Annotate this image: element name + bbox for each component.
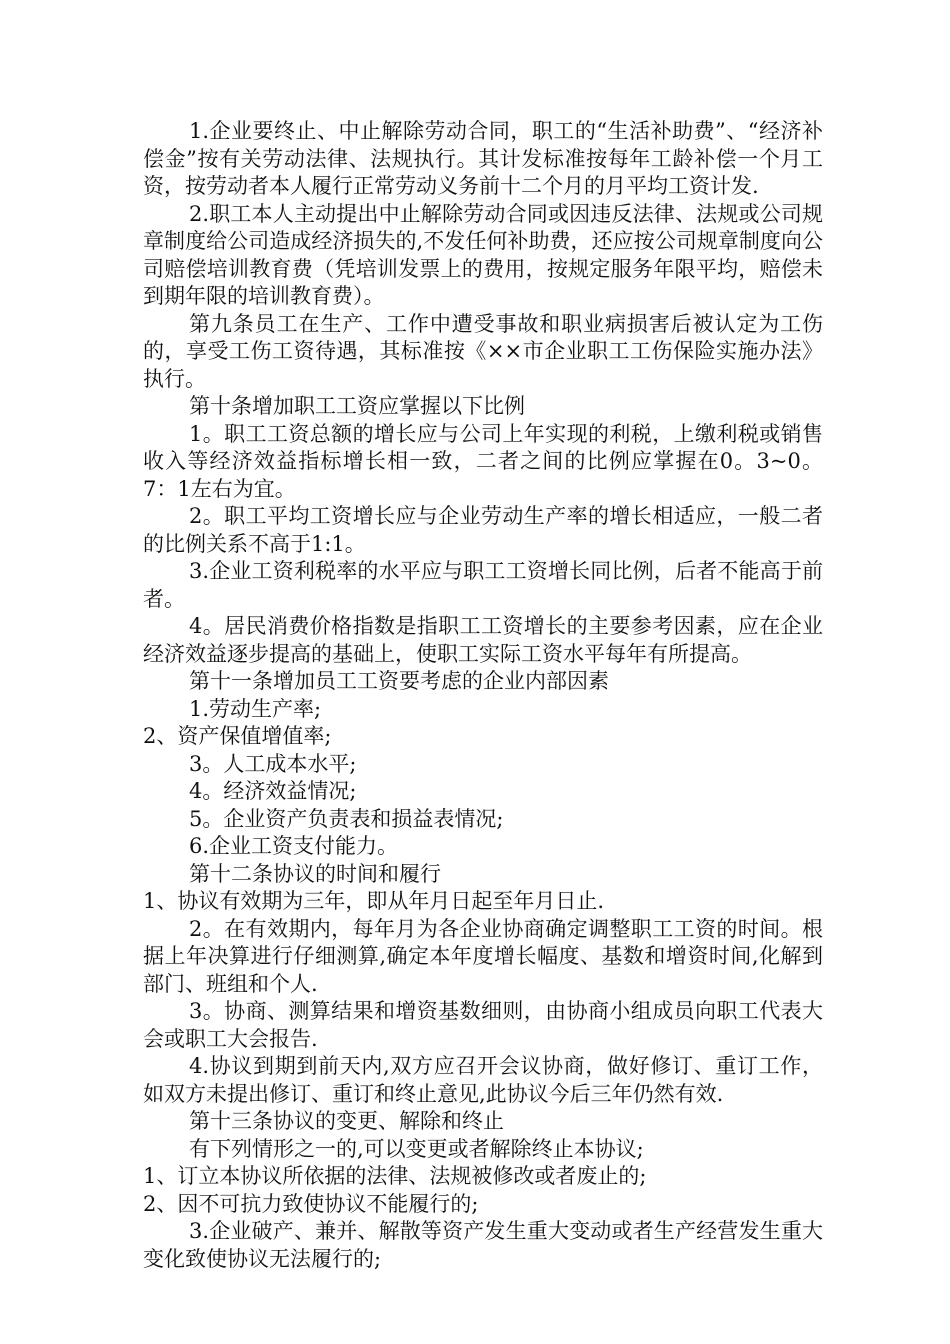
paragraph: 第十条增加职工工资应掌握以下比例: [189, 394, 525, 418]
paragraph: 有下列情形之一的,可以变更或者解除终止本协议;: [189, 1136, 644, 1161]
paragraph: 2。职工平均工资增长应与企业劳动生产率的增长相适应，一般二者的比例关系不高于1:1。: [143, 504, 823, 556]
paragraph: 1。职工工资总额的增长应与公司上年实现的利税，上缴利税或销售收入等经济效益指标增长相一致，二者之间的比例应掌握在0。3~0。7：1左右为宜。: [143, 421, 823, 501]
paragraph: 4.协议到期到前天内,双方应召开会议协商，做好修订、重订工作，如双方未提出修订、重订和终止意见,此协议今后三年仍然有效.: [143, 1054, 823, 1106]
paragraph: 第十一条增加员工工资要考虑的企业内部因素: [189, 669, 609, 693]
paragraph: 3。人工成本水平;: [189, 751, 357, 776]
paragraph: 2.职工本人主动提出中止解除劳动合同或因违反法律、法规或公司规章制度给公司造成经济损失的,不发任何补助费，还应按公司规章制度向公司赔偿培训教育费（凭培训发票上的费用，按规定服务年限平均，赔偿未到期年限的培训教育费）。: [143, 201, 823, 308]
paragraph: 1、协议有效期为三年，即从年月日起至年月日止.: [143, 889, 605, 913]
paragraph: 2、资产保值增值率;: [143, 724, 332, 748]
paragraph: 5。企业资产负责表和损益表情况;: [189, 806, 504, 831]
paragraph: 3.企业工资利税率的水平应与职工工资增长同比例，后者不能高于前者。: [143, 559, 823, 611]
paragraph: 第十二条协议的时间和履行: [189, 861, 441, 886]
paragraph: 2。在有效期内，每年月为各企业协商确定调整职工工资的时间。根据上年决算进行仔细测算,确定本年度增长幅度、基数和增资时间,化解到部门、班组和个人.: [143, 916, 823, 996]
paragraph: 3.企业破产、兼并、解散等资产发生重大变动或者生产经营发生重大变化致使协议无法履行的;: [143, 1219, 823, 1271]
paragraph: 第十三条协议的变更、解除和终止: [189, 1109, 504, 1133]
paragraph: 1.劳动生产率;: [189, 696, 322, 721]
paragraph: 4。居民消费价格指数是指职工工资增长的主要参考因素，应在企业经济效益逐步提高的基础上，使职工实际工资水平每年有所提高。: [143, 614, 823, 666]
document-body: [143, 118, 823, 1273]
paragraph: 4。经济效益情况;: [189, 779, 357, 803]
paragraph: 1、订立本协议所依据的法律、法规被修改或者废止的;: [143, 1164, 647, 1188]
paragraph: 1.企业要终止、中止解除劳动合同，职工的“生活补助费”、“经济补偿金”按有关劳动法律、法规执行。其计发标准按每年工龄补偿一个月工资，按劳动者本人履行正常劳动义务前十二个月的月平均工资计发.: [143, 119, 823, 198]
paragraph: 第九条员工在生产、工作中遭受事故和职业病损害后被认定为工伤的，享受工伤工资待遇，其标准按《××市企业职工工伤保险实施办法》执行。: [143, 311, 823, 391]
paragraph: 6.企业工资支付能力。: [189, 834, 399, 858]
paragraph: 2、因不可抗力致使协议不能履行的;: [143, 1191, 479, 1216]
paragraph: 3。协商、测算结果和增资基数细则，由协商小组成员向职工代表大会或职工大会报告.: [143, 999, 823, 1051]
